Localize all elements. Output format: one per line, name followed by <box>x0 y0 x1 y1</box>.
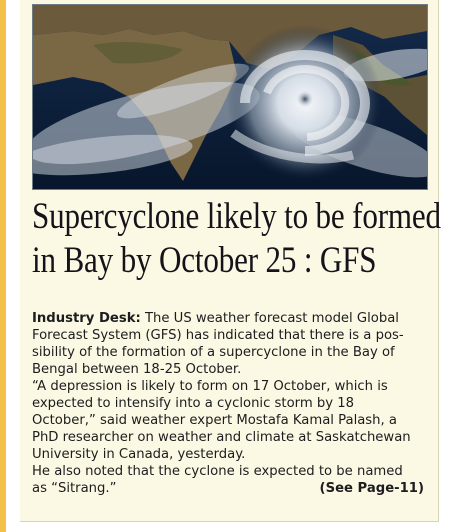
body-line: PhD researcher on weather and climate at Saskatchewan <box>32 430 411 445</box>
headline-line-1: Supercyclone likely to be formed <box>32 196 441 237</box>
accent-rule <box>0 0 6 532</box>
body-line: as “Sitrang.” (See Page-11) <box>32 481 424 496</box>
satellite-image <box>32 4 428 190</box>
headline-line-2: in Bay by October 25 : GFS <box>32 240 377 281</box>
body-line: University in Canada, yesterday. <box>32 447 246 462</box>
byline: Industry Desk: <box>32 311 141 326</box>
body-line: sibility of the formation of a supercyclone in the Bay of <box>32 345 395 360</box>
body-line: He also noted that the cyclone is expected to be named <box>32 464 403 479</box>
continuation-link[interactable]: (See Page-11) <box>319 481 424 496</box>
body-line: Industry Desk: The US weather forecast model Global <box>32 311 399 326</box>
headline <box>32 195 441 283</box>
article-body <box>32 310 424 497</box>
body-line: Bengal between 18-25 October. <box>32 362 242 377</box>
body-line: expected to intensify into a cyclonic storm by 18 <box>32 396 355 411</box>
body-line: October,” said weather expert Mostafa Kamal Palash, a <box>32 413 398 428</box>
body-line: “A depression is likely to form on 17 October, which is <box>32 379 388 394</box>
body-line: Forecast System (GFS) has indicated that there is a pos- <box>32 328 404 343</box>
